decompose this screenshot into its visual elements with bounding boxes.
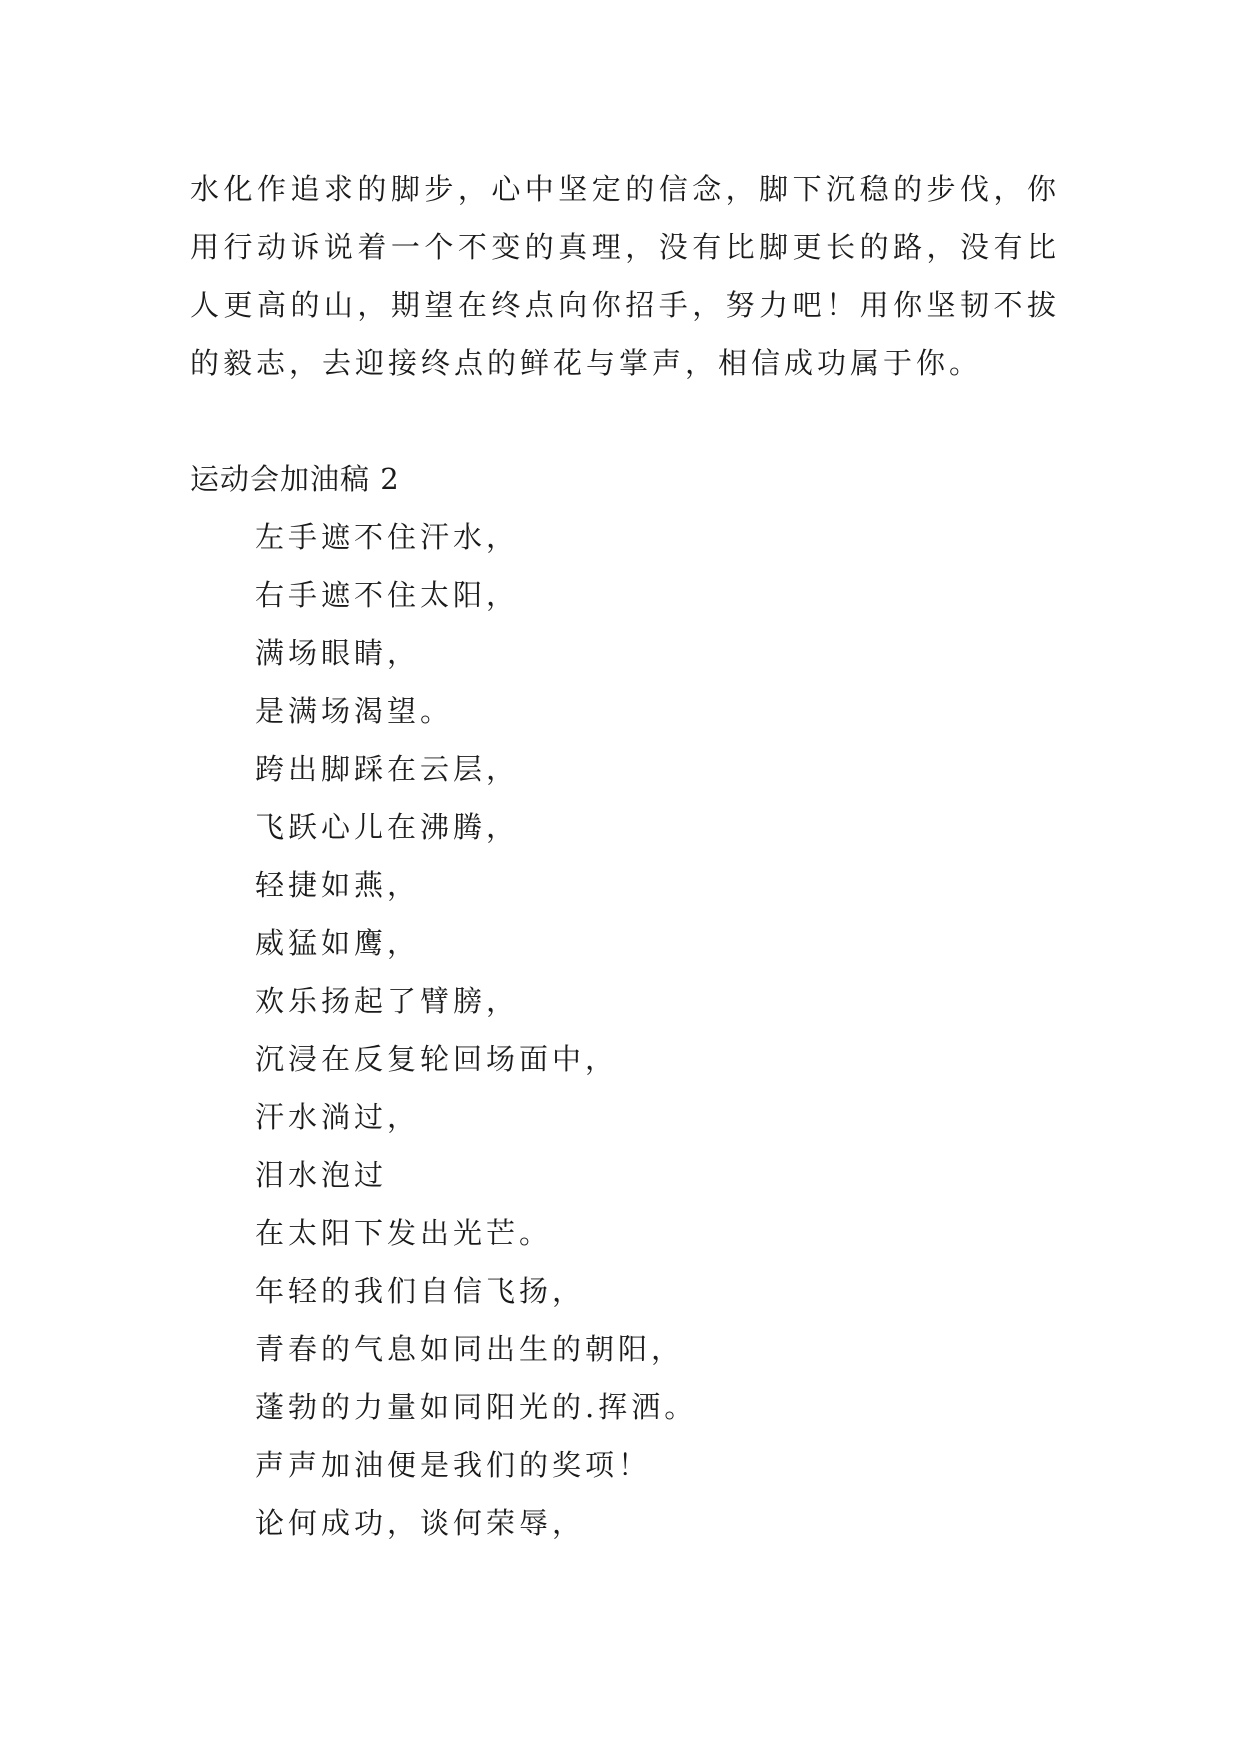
- poem-line: 跨出脚踩在云层，: [255, 752, 520, 786]
- poem-line: 汗水淌过，: [255, 1100, 421, 1134]
- poem-line: 蓬勃的力量如同阳光的.挥洒。: [255, 1390, 698, 1424]
- poem-line: 是满场渴望。: [255, 694, 454, 728]
- poem-line: 满场眼睛，: [255, 636, 421, 670]
- poem-line: 沉浸在反复轮回场面中，: [255, 1042, 619, 1076]
- poem-line: 青春的气息如同出生的朝阳，: [255, 1332, 685, 1366]
- poem-line: 在太阳下发出光芒。: [255, 1216, 553, 1250]
- poem-line: 欢乐扬起了臂膀，: [255, 984, 520, 1018]
- poem-line: 年轻的我们自信飞扬，: [255, 1274, 586, 1308]
- poem-line: 论何成功，谈何荣辱，: [255, 1506, 586, 1540]
- poem-line: 左手遮不住汗水，: [255, 520, 520, 554]
- section-heading: 运动会加油稿 2: [190, 462, 400, 496]
- intro-paragraph: 水化作追求的脚步，心中坚定的信念，脚下沉稳的步伐，你用行动诉说着一个不变的真理，没有比脚更长的路，没有比人更高的山，期望在终点向你招手，努力吧！用你坚韧不拔的毅志，去迎接终点的鲜花与掌声，相信成功属于你。: [190, 172, 1060, 380]
- poem-line: 声声加油便是我们的奖项！: [255, 1448, 652, 1482]
- poem-line: 泪水泡过: [255, 1158, 388, 1192]
- poem-line: 威猛如鹰，: [255, 926, 421, 960]
- poem: [255, 508, 697, 1552]
- poem-line: 轻捷如燕，: [255, 868, 421, 902]
- poem-line: 右手遮不住太阳，: [255, 578, 520, 612]
- poem-line: 飞跃心儿在沸腾，: [255, 810, 520, 844]
